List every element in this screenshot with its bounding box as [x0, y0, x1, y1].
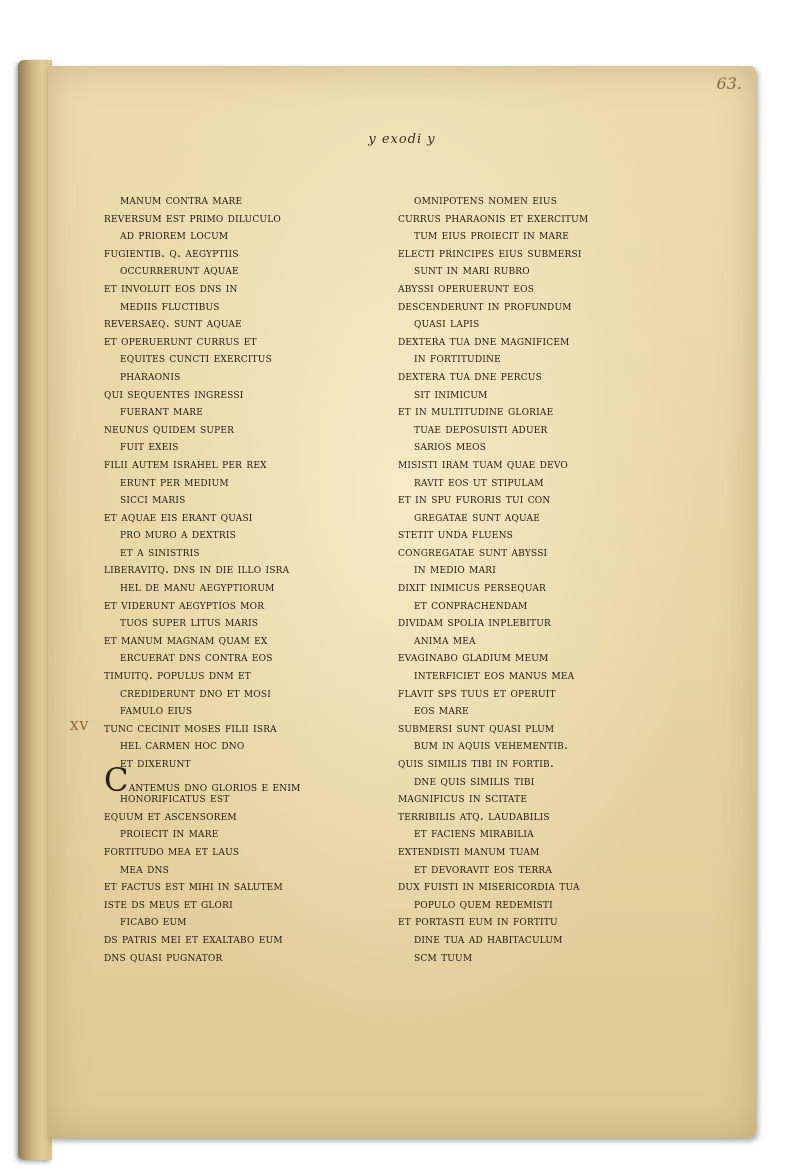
text-line	[104, 842, 404, 860]
running-head: y exodi y	[368, 132, 436, 147]
text-line-content: dine tua ad habitaculum	[414, 930, 563, 946]
text-line	[104, 930, 404, 948]
text-line	[398, 261, 718, 279]
text-line-content: abyssi operuerunt eos	[398, 279, 535, 295]
text-line	[104, 455, 404, 473]
text-line-content: fugientib. q. aegyptiis	[104, 244, 239, 260]
text-line-content: et involuit eos dns in	[104, 279, 238, 295]
text-line-content: hel de manu aegyptiorum	[120, 579, 275, 595]
text-line	[398, 490, 718, 508]
text-line-content: electi principes eius submersi	[398, 244, 582, 260]
text-line	[398, 860, 718, 878]
text-line	[398, 244, 718, 262]
text-line	[398, 297, 718, 315]
text-line-content: erunt per medium	[120, 473, 229, 489]
text-line	[398, 754, 718, 772]
text-line-content: pro muro a dextris	[120, 526, 236, 542]
text-line-content: et factus est mihi in salutem	[104, 878, 283, 894]
text-line-content: submersi sunt quasi plum	[398, 719, 555, 735]
text-line-content: tuae deposuisti aduer	[414, 420, 548, 436]
text-line	[398, 895, 718, 913]
text-line-content: bum in aquis vehementib.	[414, 737, 569, 753]
text-line	[104, 560, 404, 578]
left-text-column	[104, 191, 404, 965]
text-line-content: dns quasi pugnator	[104, 948, 223, 964]
text-line-content: proiecit in mare	[120, 825, 219, 841]
text-line	[104, 824, 404, 842]
text-line-content: tuos super litus maris	[120, 614, 259, 630]
text-line-content: et dixerunt	[120, 755, 191, 770]
text-line-content: sunt in mari rubro	[414, 262, 530, 278]
text-line-content: et viderunt aegyptios mor	[104, 596, 265, 612]
initial-letter: C	[104, 760, 129, 799]
text-line	[398, 226, 718, 244]
text-line-content: et in spu furoris tui con	[398, 491, 551, 507]
text-line-content: dextera tua dne percus	[398, 367, 542, 383]
text-line	[398, 648, 718, 666]
right-text-column	[398, 191, 718, 965]
text-line-content: timuitq. populus dnm et	[104, 667, 251, 683]
text-line-content: ficabo eum	[120, 913, 187, 929]
text-line-content: et portasti eum in fortitu	[398, 913, 558, 929]
text-line	[398, 191, 718, 209]
text-line-content: equites cuncti exercitus	[120, 350, 272, 366]
text-line	[104, 314, 404, 332]
text-line-content: et operuerunt currus et	[104, 332, 257, 348]
text-line-content: dne quis similis tibi	[414, 772, 535, 788]
text-line-content: equum et ascensorem	[104, 807, 237, 823]
text-line-content: tunc cecinit moses filii isra	[104, 719, 277, 735]
text-line	[104, 349, 404, 367]
text-line	[104, 807, 404, 825]
text-line	[398, 948, 718, 966]
text-line	[398, 719, 718, 737]
text-line-content: occurrerunt aquae	[120, 262, 239, 278]
text-line-content: terribilis atq. laudabilis	[398, 807, 550, 823]
text-line-content: ercuerat dns contra eos	[120, 649, 273, 665]
text-line	[398, 789, 718, 807]
text-line-content: dividam spolia inplebitur	[398, 614, 551, 630]
text-line	[104, 367, 404, 385]
text-line	[398, 332, 718, 350]
folio-number: 63.	[716, 74, 742, 93]
text-line	[104, 437, 404, 455]
text-line-content: crediderunt dno et mosi	[120, 684, 271, 700]
text-line-content: mediis fluctibus	[120, 297, 220, 313]
text-line	[398, 279, 718, 297]
text-line-content: populo quem redemisti	[414, 895, 553, 911]
text-line-content: liberavitq. dns in die illo isra	[104, 561, 290, 577]
text-line	[398, 824, 718, 842]
text-line	[398, 631, 718, 649]
text-line-content: evaginabo gladium meum	[398, 649, 549, 665]
text-line-content: in fortitudine	[414, 350, 501, 366]
text-line	[104, 261, 404, 279]
text-line	[398, 613, 718, 631]
text-line-content: mea dns	[120, 860, 169, 876]
text-line-content: ravit eos ut stipulam	[414, 473, 544, 489]
text-line	[398, 701, 718, 719]
text-line	[104, 895, 404, 913]
text-line	[398, 437, 718, 455]
text-line	[104, 736, 404, 754]
text-line	[104, 244, 404, 262]
text-line	[398, 314, 718, 332]
text-line	[398, 385, 718, 403]
text-line-content: filii autem israhel per rex	[104, 455, 267, 471]
marginal-chapter-number: XV	[70, 719, 90, 733]
text-line	[104, 473, 404, 491]
text-line	[398, 525, 718, 543]
text-line-content: omnipotens nomen eius	[414, 192, 558, 207]
text-line	[398, 666, 718, 684]
text-line-content: iste ds meus et glori	[104, 895, 233, 911]
text-line	[398, 930, 718, 948]
text-line	[398, 420, 718, 438]
text-line	[104, 666, 404, 684]
text-line	[104, 209, 404, 227]
text-line	[398, 508, 718, 526]
text-line	[398, 736, 718, 754]
text-line	[104, 701, 404, 719]
text-line	[104, 279, 404, 297]
text-line-content: et aquae eis erant quasi	[104, 508, 253, 524]
text-line	[398, 772, 718, 790]
text-line	[104, 525, 404, 543]
text-line-content: currus pharaonis et exercitum	[398, 209, 589, 225]
text-line-content: hel carmen hoc dno	[120, 737, 245, 753]
book-binding	[18, 60, 52, 1160]
text-line	[104, 508, 404, 526]
manuscript-page	[48, 66, 756, 1138]
text-line	[104, 877, 404, 895]
text-line	[104, 684, 404, 702]
text-line-content: anima mea	[414, 631, 476, 647]
text-line	[104, 648, 404, 666]
text-line	[104, 226, 404, 244]
text-line	[398, 209, 718, 227]
text-line	[104, 719, 404, 737]
text-line-content: pharaonis	[120, 367, 181, 383]
text-line	[104, 543, 404, 561]
text-line-content: et faciens mirabilia	[414, 825, 534, 841]
text-line-content: tum eius proiecit in mare	[414, 227, 569, 243]
text-line-content: et devoravit eos terra	[414, 860, 553, 876]
text-line-content: fuerant mare	[120, 403, 204, 419]
text-line	[104, 402, 404, 420]
text-line-content: manum contra mare	[120, 192, 243, 207]
text-line	[104, 631, 404, 649]
text-line-content: misisti iram tuam quae devo	[398, 455, 568, 471]
text-line-content: ad priorem locum	[120, 227, 229, 243]
text-line	[104, 297, 404, 315]
text-line	[104, 912, 404, 930]
text-line-content: gregatae sunt aquae	[414, 508, 541, 524]
text-line-content: honorificatus est	[120, 790, 230, 806]
text-line-content: antemus dno glorios e enim	[128, 778, 301, 794]
text-line-content: sit inimicum	[414, 385, 488, 401]
text-line	[104, 578, 404, 596]
text-line-content: fortitudo mea et laus	[104, 842, 240, 858]
text-line-content: flavit sps tuus et operuit	[398, 684, 556, 700]
text-line	[398, 596, 718, 614]
text-line-content: magnificus in scitate	[398, 790, 528, 806]
text-line-content: quasi lapis	[414, 315, 480, 331]
text-line-content: stetit unda fluens	[398, 526, 514, 542]
text-line	[104, 948, 404, 966]
text-line	[398, 402, 718, 420]
text-line-content: reversum est primo diluculo	[104, 209, 281, 225]
text-line-content: neunus quidem super	[104, 420, 235, 436]
text-line-content: et a sinistris	[120, 543, 200, 559]
text-line-content: famulo eius	[120, 702, 193, 718]
text-line	[104, 596, 404, 614]
text-line-content: qui sequentes ingressi	[104, 385, 244, 401]
text-line	[398, 543, 718, 561]
text-line	[104, 420, 404, 438]
text-line-content: et in multitudine gloriae	[398, 403, 554, 419]
text-line-content: dixit inimicus persequar	[398, 579, 547, 595]
text-line	[104, 754, 404, 772]
text-line	[398, 877, 718, 895]
text-line	[398, 578, 718, 596]
text-line-content: ds patris mei et exaltabo eum	[104, 930, 283, 946]
text-line-content: dux fuisti in misericordia tua	[398, 878, 580, 894]
text-line-content: scm tuum	[414, 948, 473, 964]
text-line-content: sicci maris	[120, 491, 186, 507]
text-line	[398, 912, 718, 930]
text-line-content: et manum magnam quam ex	[104, 631, 268, 647]
text-line-content: descenderunt in profundum	[398, 297, 572, 313]
text-line-content: fuit exeis	[120, 438, 179, 454]
text-line	[398, 367, 718, 385]
text-line-content: et conprachendam	[414, 596, 528, 612]
text-line-content: interficiet eos manus mea	[414, 667, 575, 683]
text-line	[398, 842, 718, 860]
text-line	[398, 455, 718, 473]
text-line-content: in medio mari	[414, 561, 497, 577]
text-line-content: sarios meos	[414, 438, 487, 454]
text-line	[104, 191, 404, 209]
text-line	[104, 385, 404, 403]
text-line-content: extendisti manum tuam	[398, 842, 540, 858]
text-line	[104, 490, 404, 508]
text-line-content: dextera tua dne magnificem	[398, 332, 570, 348]
text-line-content: congregatae sunt abyssi	[398, 543, 548, 559]
text-line	[104, 332, 404, 350]
text-line	[104, 860, 404, 878]
text-line	[398, 349, 718, 367]
text-line	[104, 613, 404, 631]
text-line-content: eos mare	[414, 702, 469, 718]
text-line-content: quis similis tibi in fortib.	[398, 755, 555, 770]
text-line-content: reversaeq. sunt aquae	[104, 315, 242, 331]
text-line	[398, 684, 718, 702]
text-line	[398, 473, 718, 491]
text-line	[398, 807, 718, 825]
text-line	[398, 560, 718, 578]
